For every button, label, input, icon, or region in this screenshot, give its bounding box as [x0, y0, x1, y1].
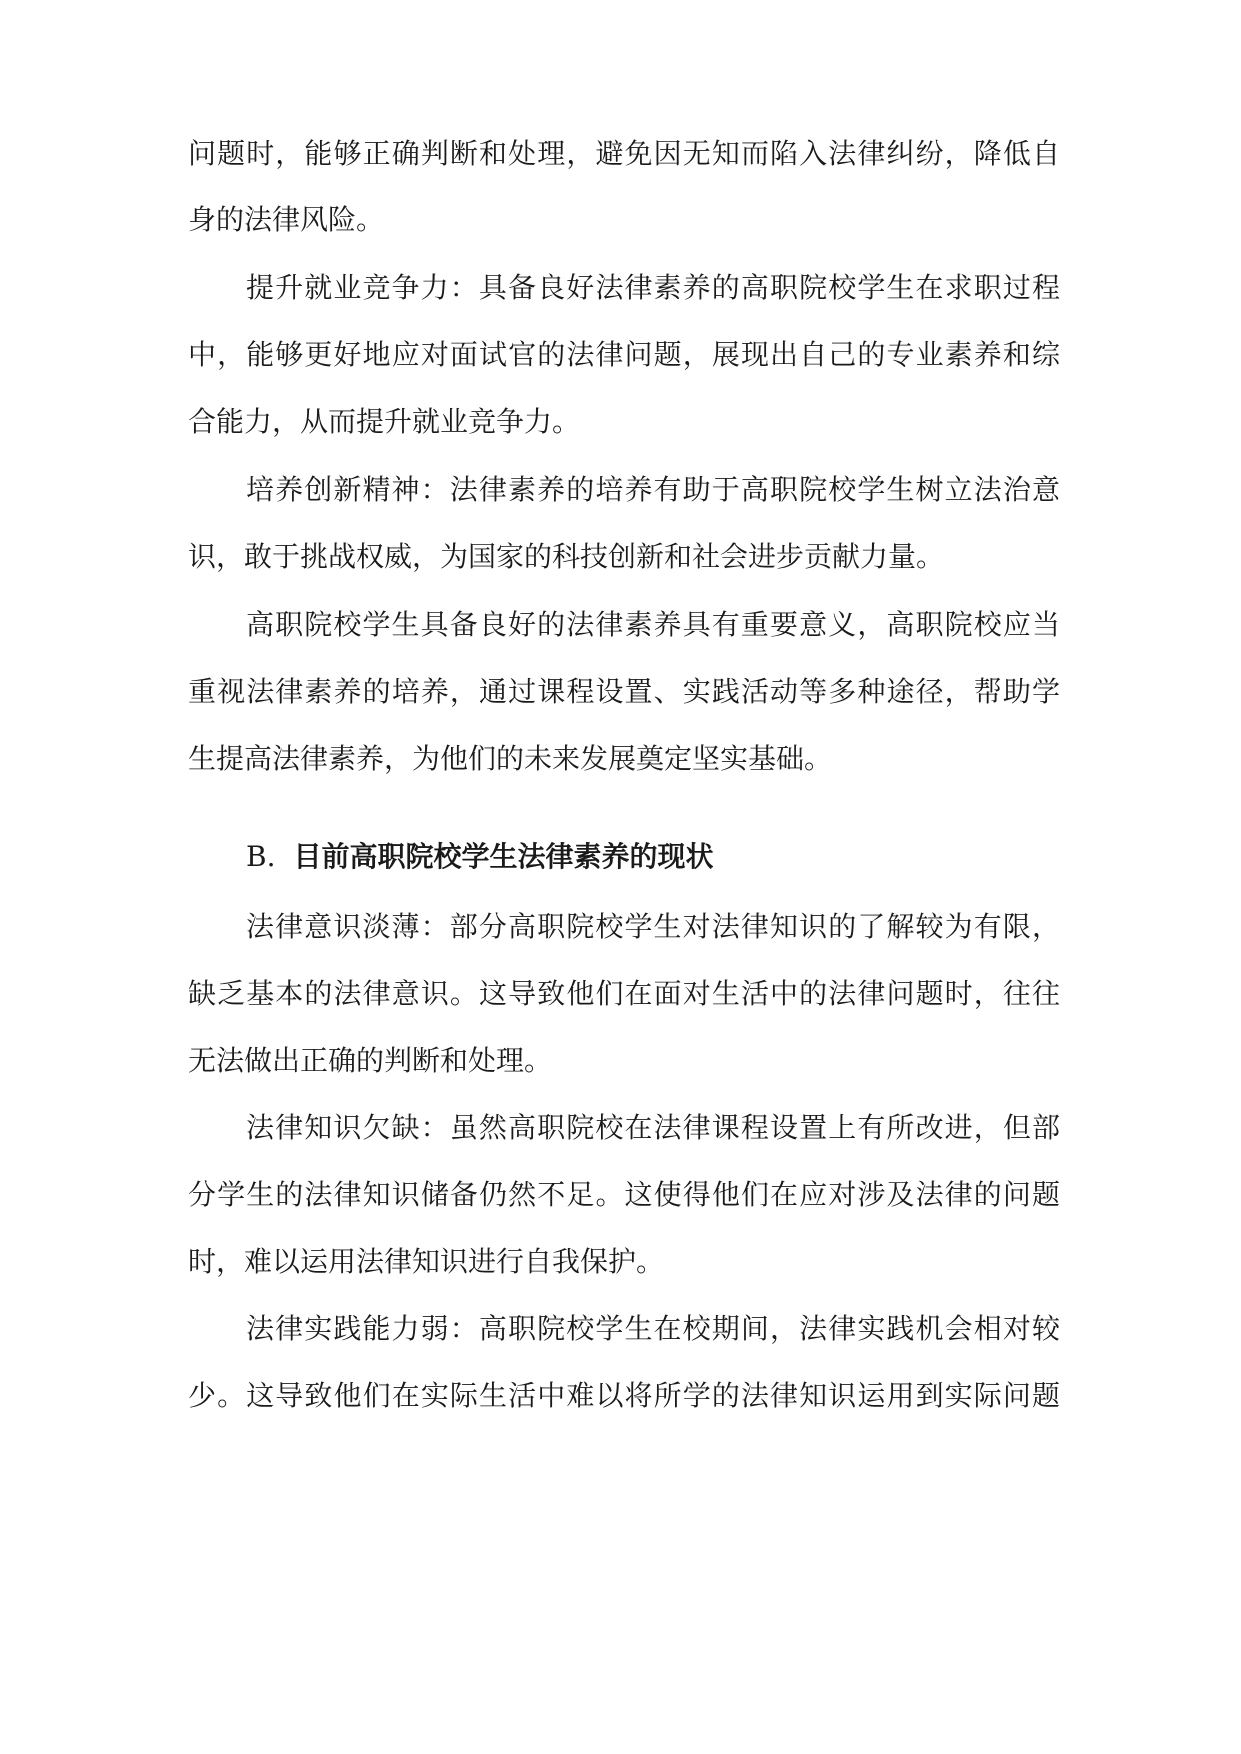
paragraph-line: 身的法律风险。: [188, 203, 385, 236]
paragraph-line: 提升就业竞争力：具备良好法律素养的高职院校学生在求职过程: [246, 271, 1060, 304]
paragraph-line: 法律实践能力弱：高职院校学生在校期间，法律实践机会相对较: [246, 1312, 1060, 1345]
paragraph-line: 缺乏基本的法律意识。这导致他们在面对生活中的法律问题时，往往: [188, 977, 1060, 1010]
paragraph-line: 生提高法律素养，为他们的未来发展奠定坚实基础。: [188, 742, 833, 775]
paragraph-line: 识，敢于挑战权威，为国家的科技创新和社会进步贡献力量。: [188, 540, 945, 573]
paragraph-line: 无法做出正确的判断和处理。: [188, 1044, 553, 1077]
paragraph-line: 培养创新精神：法律素养的培养有助于高职院校学生树立法治意: [246, 473, 1060, 506]
paragraph-line: 问题时，能够正确判断和处理，避免因无知而陷入法律纠纷，降低自: [188, 137, 1060, 170]
paragraph-line: 合能力，从而提升就业竞争力。: [188, 405, 581, 438]
paragraph-line: 分学生的法律知识储备仍然不足。这使得他们在应对涉及法律的问题: [188, 1178, 1060, 1211]
paragraph-line: 时，难以运用法律知识进行自我保护。: [188, 1245, 665, 1278]
paragraph-line: 高职院校学生具备良好的法律素养具有重要意义，高职院校应当: [246, 608, 1060, 641]
paragraph-line: 法律意识淡薄：部分高职院校学生对法律知识的了解较为有限，: [246, 910, 1060, 943]
paragraph-line: 少。这导致他们在实际生活中难以将所学的法律知识运用到实际问题: [188, 1379, 1060, 1412]
paragraph-line: 法律知识欠缺：虽然高职院校在法律课程设置上有所改进，但部: [246, 1111, 1060, 1144]
section-title: 目前高职院校学生法律素养的现状: [293, 840, 714, 873]
section-number: B.: [246, 840, 276, 873]
paragraph-line: 中，能够更好地应对面试官的法律问题，展现出自己的专业素养和综: [188, 338, 1060, 371]
section-heading: [246, 833, 714, 881]
paragraph-line: 重视法律素养的培养，通过课程设置、实践活动等多种途径，帮助学: [188, 675, 1060, 708]
